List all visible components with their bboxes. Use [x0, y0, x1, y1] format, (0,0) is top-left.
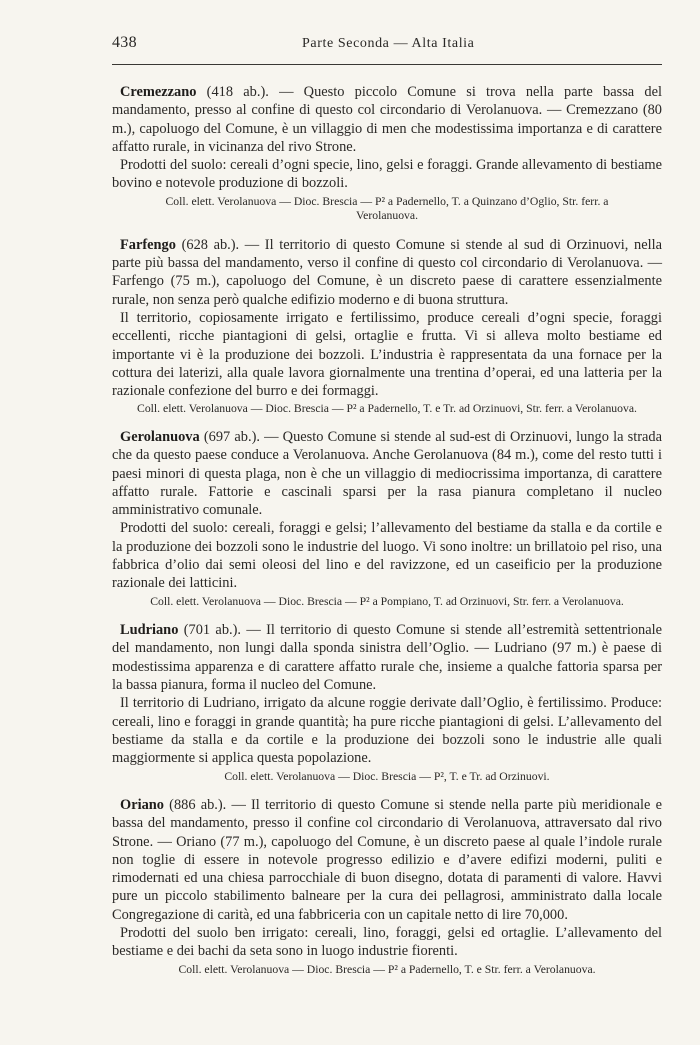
entry-text: (886 ab.). — Il territorio di questo Comune si stende nella parte più meridionale e bassa del mandamento, presso il confine col circondario di Verolanuova, attraversato dal rivo Strone. — Oriano (77 m.), capoluogo del Comune, è un discreto paese al quale l’indole rurale non toglie di essere in notevole progresso edilizio e d’avere edifizi moderni, puliti e rimodernati ed una chiesa parrocchiale di buon disegno, dotata di paramenti di valore. Havvi pure un piccolo stabilimento balneare per la cura dei pellagrosi, amministrato dalla locale Congregazione di carità, ed una fabbriceria con un capitale netto di lire 70,000. — [112, 797, 662, 923]
page-number: 438 — [112, 34, 137, 51]
entry-note: Coll. elett. Verolanuova — Dioc. Brescia — P², T. e Tr. ad Orzinuovi. — [224, 769, 550, 783]
entry-paragraph: Il territorio di Ludriano, irrigato da alcune roggie derivate dall’Oglio, è fertilissimo. Produce: cereali, lino e foraggi in grande quantità; ha pure ricche piantagioni di gelsi. L’allevamento del bestiame da stalla e da cortile e la produzione dei bozzoli sono le industrie alle quali maggiormente si applica questa popolazione. — [112, 695, 662, 767]
entry-oriano — [112, 796, 662, 977]
entry-name: Farfengo — [120, 236, 176, 253]
entry-gerolanuova — [112, 428, 662, 609]
entry-name: Cremezzano — [120, 84, 197, 100]
entry-name: Gerolanuova — [120, 428, 200, 445]
entry-text: (701 ab.). — Il territorio di questo Comune si stende all’estremità settentrionale del mandamento, non lungi dalla sponda sinistra dell’Oglio. — Ludriano (97 m.) è paese di modestissima apparenza e di carattere affatto rurale che, insieme a qualche fattoria sparsa per la bassa pianura, forma il nucleo del Comune. — [112, 622, 662, 694]
entry-ludriano — [112, 621, 662, 784]
entry-note: Coll. elett. Verolanuova — Dioc. Brescia — P² a Padernello, T. e Tr. ad Orzinuovi, Str. ferr. a Verolanuova. — [137, 402, 637, 416]
running-header — [112, 34, 662, 56]
entry-paragraph — [112, 621, 662, 694]
entry-note: Coll. elett. Verolanuova — Dioc. Brescia — P² a Padernello, T. a Quinzano d’Oglio, Str. ferr. a Verolanuova. — [165, 194, 609, 223]
entry-paragraph — [112, 83, 662, 156]
running-title: Parte Seconda — Alta Italia — [302, 36, 475, 51]
entry-text: (697 ab.). — Questo Comune si stende al sud-est di Orzinuovi, lungo la strada che da questo paese conduce a Verolanuova. Anche Gerolanuova (84 m.), come del resto tutti i paesi minori di questa plaga, non è che un villaggio di mediocrissima importanza, di carattere affatto rurale. Fattorie e cascinali sparsi per la rasa pianura completano il nucleo amministrativo comunale. — [112, 428, 662, 519]
entry-paragraph: Il territorio, copiosamente irrigato e fertilissimo, produce cereali d’ogni specie, foraggi eccellenti, ricche piantagioni di gelsi, ortaglie e frutta. Vi si alleva molto bestiame ed importante vi è la produzione dei bozzoli. L’industria è rappresentata da una fornace per la cottura dei laterizi, alla quale lavora giornalmente una trentina d’operai, ed una latteria per la razionale confezione del burro e dei formaggi. — [112, 309, 662, 400]
entry-note: Coll. elett. Verolanuova — Dioc. Brescia — P² a Pompiano, T. ad Orzinuovi, Str. ferr. a Verolanuova. — [150, 594, 624, 608]
entry-text: (628 ab.). — Il territorio di questo Comune si stende al sud di Orzinuovi, nella parte più bassa del mandamento, verso il confine di questo col circondario di Verolanuova. — Farfengo (75 m.), capoluogo del Comune, è un discreto paese di carattere essenzialmente rurale, non senza però qualche edifizio moderno e di buona struttura. — [112, 236, 662, 308]
entry-paragraph: Prodotti del suolo ben irrigato: cereali, lino, foraggi, gelsi ed ortaglie. L’allevamento del bestiame e dei bachi da seta sono in luogo industrie fiorenti. — [112, 925, 662, 960]
entry-paragraph: Prodotti del suolo: cereali, foraggi e gelsi; l’allevamento del bestiame da stalla e da cortile e la produzione dei bozzoli sono le industrie del luogo. Vi sono inoltre: un brillatoio pel riso, una fabbrica d’olio dai semi oleosi del lino e del ravizzone, ed un caseificio per la produzione razionale dei latticini. — [112, 520, 662, 592]
entry-cremezzano — [112, 83, 662, 224]
entry-name: Oriano — [120, 797, 164, 813]
entry-paragraph — [112, 236, 662, 309]
entry-farfengo — [112, 236, 662, 417]
entry-paragraph: Prodotti del suolo: cereali d’ogni specie, lino, gelsi e foraggi. Grande allevamento di bestiame bovino e notevole produzione di bozzoli. — [112, 157, 662, 192]
header-rule — [112, 64, 662, 65]
entry-paragraph — [112, 428, 662, 519]
entry-note: Coll. elett. Verolanuova — Dioc. Brescia — P² a Padernello, T. e Str. ferr. a Verolanuova. — [178, 962, 596, 976]
entry-paragraph — [112, 796, 662, 924]
entry-text: (418 ab.). — Questo piccolo Comune si trova nella parte bassa del mandamento, presso al confine di questo col circondario di Verolanuova. — Cremezzano (80 m.), capoluogo del Comune, è un villaggio di men che modestissima importanza e di carattere affatto rurale, in vicinanza del rivo Strone. — [112, 84, 662, 155]
entry-name: Ludriano — [120, 622, 179, 639]
